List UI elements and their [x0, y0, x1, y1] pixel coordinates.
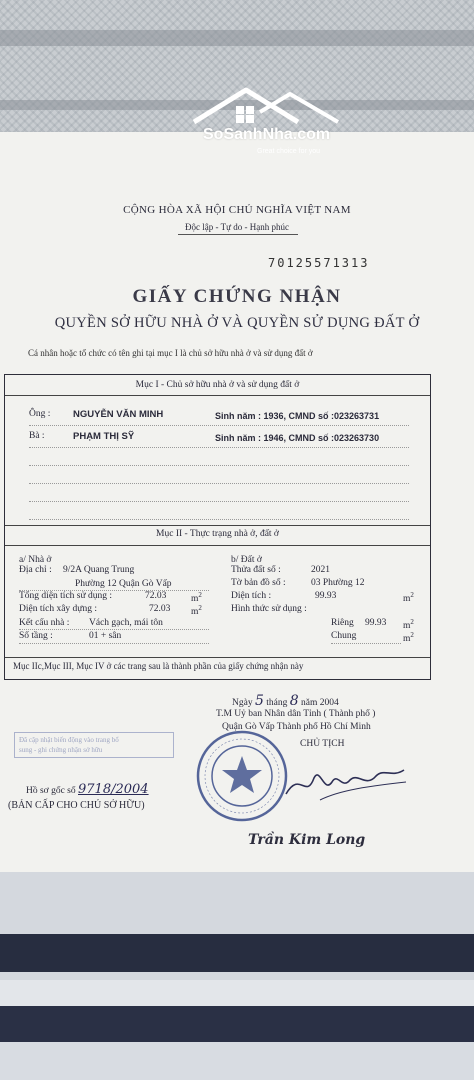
land-area-label: Diện tích :	[231, 591, 272, 601]
private-unit: $m^2$	[403, 618, 414, 632]
owner1-name: NGUYỄN VĂN MINH	[73, 409, 164, 420]
house-roof-icon	[190, 84, 340, 130]
total-area-value: 72.03	[145, 591, 167, 601]
address-value: 9/2A Quang Trung	[63, 565, 135, 575]
land-area-value: 99.93	[315, 591, 337, 601]
shared-unit: $m^2$	[403, 631, 414, 645]
floors-value: 01 + sân	[89, 631, 122, 641]
land-area-unit: $m^2$	[403, 591, 414, 605]
land-heading: b/ Đất ở	[231, 555, 262, 565]
owner1-prefix: Ông :	[29, 409, 51, 419]
house-heading: a/ Nhà ở	[19, 555, 52, 565]
copy-note: (BẢN CẤP CHO CHỦ SỞ HỮU)	[8, 800, 145, 811]
serial-number: 70125571313	[268, 256, 370, 270]
build-area-label: Diện tích xây dựng :	[19, 604, 97, 614]
structure-value: Vách gạch, mái tôn	[89, 618, 163, 628]
build-area-value: 72.03	[149, 604, 171, 614]
private-label: Riêng	[331, 618, 354, 628]
total-area-label: Tổng diện tích sử dụng :	[19, 591, 113, 601]
updated-stamp	[14, 732, 174, 758]
authority-line1: T.M Uỷ ban Nhân dân Tỉnh ( Thành phố )	[216, 709, 376, 719]
usage-label: Hình thức sử dụng :	[231, 604, 307, 614]
intro-text: Cá nhân hoặc tổ chức có tên ghi tại mục I là chủ sở hữu nhà ở và sử dụng đất ở	[28, 348, 313, 358]
authority-line2: Quận Gò Vấp Thành phố Hồ Chí Minh	[222, 722, 371, 732]
handwritten-signature	[280, 760, 410, 810]
total-area-unit: $m^2$	[191, 591, 202, 605]
signer-role: CHỦ TỊCH	[300, 739, 345, 749]
file-number: Hồ sơ gốc số 9718/2004	[26, 782, 149, 797]
watermark-brand: SoSanhNha.com	[203, 126, 331, 143]
structure-label: Kết cấu nhà :	[19, 618, 70, 628]
address-line2: Phường 12 Quận Gò Vấp	[75, 579, 172, 589]
motto-underline	[178, 234, 298, 235]
certificate-subtitle: QUYỀN SỞ HỮU NHÀ Ở VÀ QUYỀN SỬ DỤNG ĐẤT Ở	[54, 315, 420, 331]
owner2-info: Sinh năm : 1946, CMND số :023263730	[215, 433, 380, 443]
owner2-name: PHẠM THỊ SỸ	[73, 431, 135, 442]
republic-heading: CỘNG HÒA XÃ HỘI CHỦ NGHĨA VIỆT NAM	[123, 204, 351, 216]
shared-label: Chung	[331, 631, 357, 641]
plot-label: Thửa đất số :	[231, 565, 281, 575]
build-area-unit: $m^2$	[191, 604, 202, 618]
certificate-table	[4, 374, 431, 680]
watermark-tagline: Great choice for you	[257, 148, 321, 155]
section2-footnote: Mục IIc,Mục III, Mục IV ở các trang sau là thành phần của giấy chứng nhận này	[13, 661, 304, 671]
background-fabric-bottom	[0, 872, 474, 1080]
map-label: Tờ bản đồ số :	[231, 578, 286, 588]
address-label: Địa chỉ :	[19, 565, 52, 575]
section2-heading: Mục II - Thực trạng nhà ở, đất ở	[156, 529, 279, 539]
signer-name: Trần Kim Long	[248, 832, 366, 848]
official-seal-icon	[196, 730, 288, 822]
certificate-title: GIẤY CHỨNG NHẬN	[132, 286, 342, 307]
map-value: 03 Phường 12	[311, 578, 365, 588]
plot-value: 2021	[311, 565, 330, 575]
floors-label: Số tầng :	[19, 631, 53, 641]
private-value: 99.93	[365, 618, 387, 628]
date-line: Ngày 5 tháng 8 năm 2004	[232, 693, 339, 709]
updated-note-line2: sung - ghi chứng nhận sở hữu	[19, 746, 103, 754]
owner2-prefix: Bà :	[29, 431, 45, 441]
section1-heading: Mục I - Chủ sở hữu nhà ở và sử dụng đất ở	[135, 380, 300, 390]
updated-note-line1: Đã cập nhật biến động vào trang bổ	[19, 736, 119, 744]
owner1-info: Sinh năm : 1936, CMND số :023263731	[215, 411, 380, 421]
motto: Độc lập - Tự do - Hạnh phúc	[185, 222, 289, 232]
